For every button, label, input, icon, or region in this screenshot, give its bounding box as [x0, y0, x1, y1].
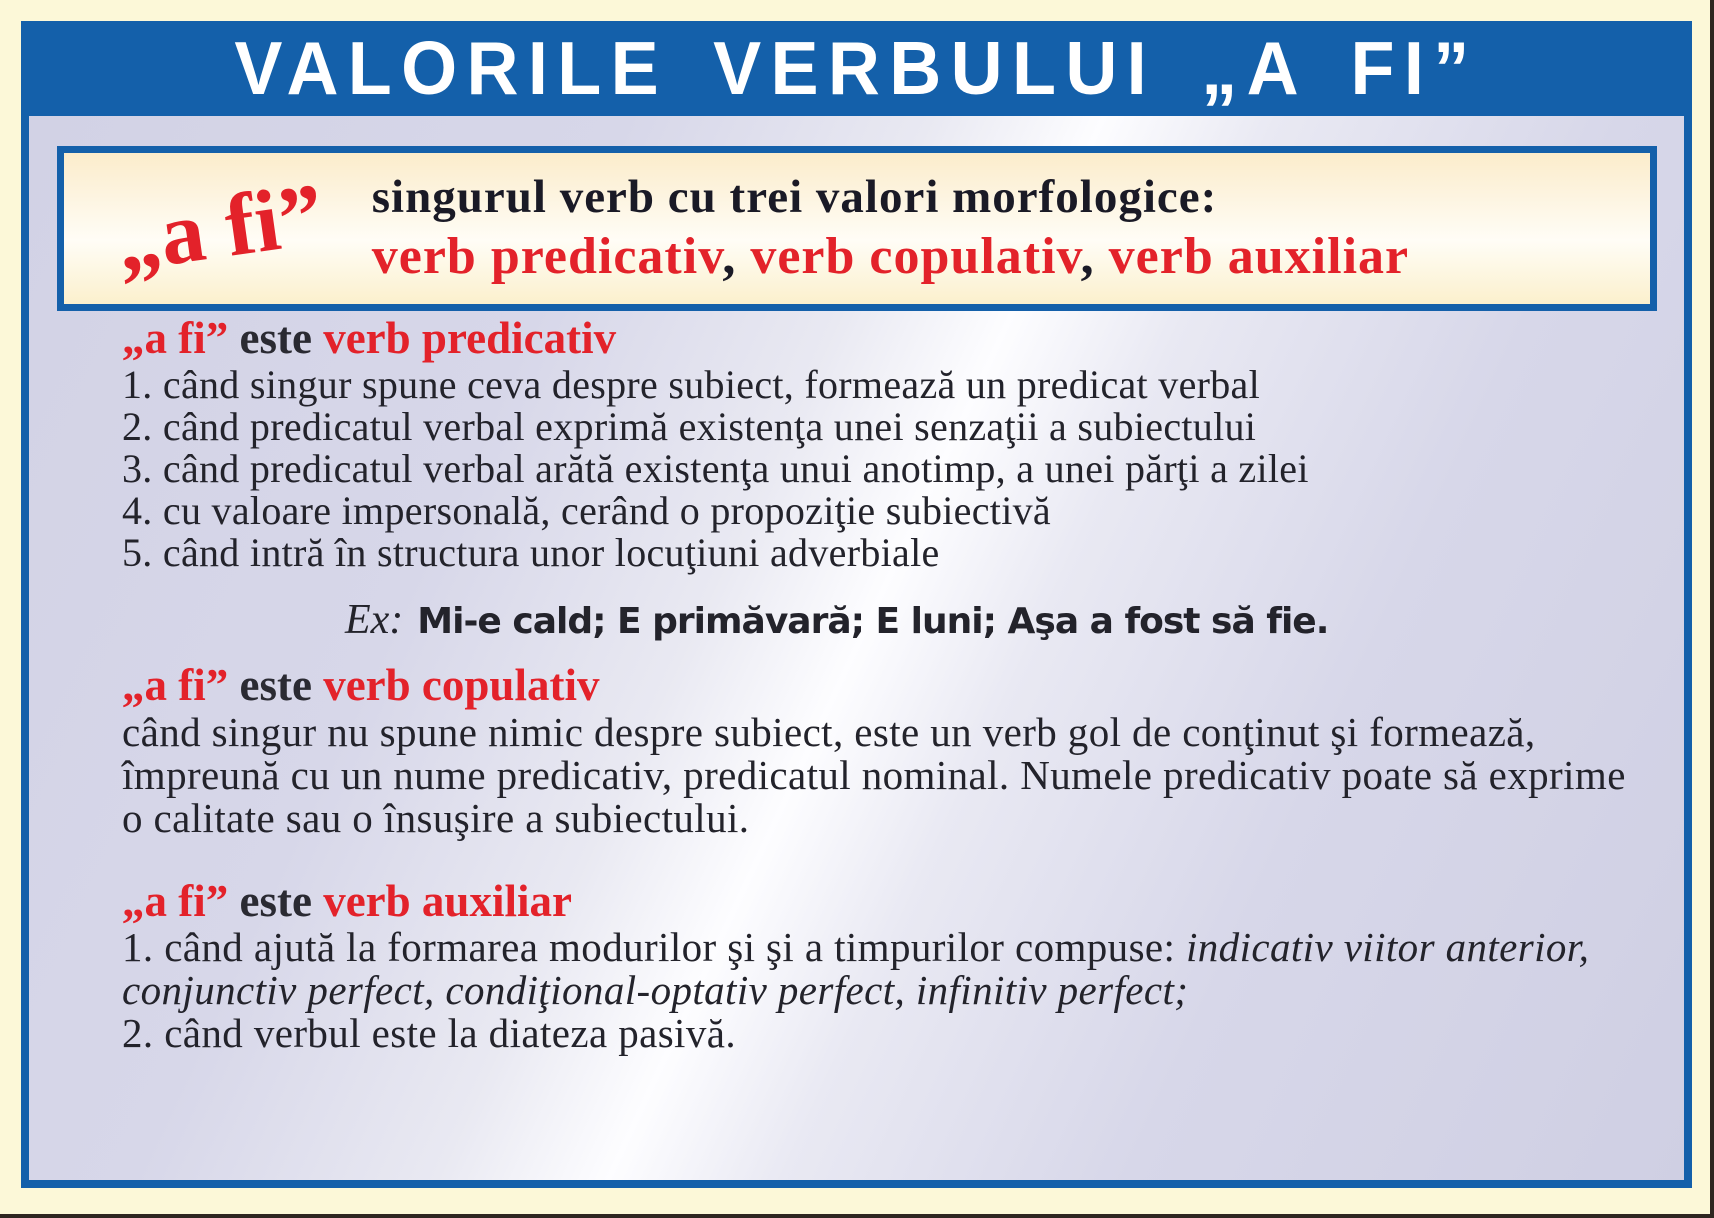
- poster-title: VALORILE VERBULUI „A FI”: [234, 26, 1479, 111]
- example-text: Mi-e cald; E primăvară; E luni; Aşa a fost să fie.: [417, 601, 1329, 642]
- title-banner: [21, 21, 1692, 116]
- intro-term-a-fi: „a fi”: [110, 165, 330, 291]
- intro-value-auxiliar: verb auxiliar: [1108, 228, 1410, 285]
- intro-separator: ,: [1080, 228, 1109, 285]
- heading-term: „a fi”: [122, 660, 229, 710]
- heading-value: verb auxiliar: [323, 876, 572, 926]
- heading-value: verb copulativ: [323, 660, 600, 710]
- intro-value-copulativ: verb copulativ: [750, 228, 1081, 285]
- heading-verb-predicativ: [122, 313, 617, 363]
- list-item: 4. cu valoare impersonală, cerând o propoziţie subiectivă: [122, 488, 1051, 533]
- heading-connector: este: [228, 660, 324, 710]
- heading-term: „a fi”: [122, 876, 229, 926]
- auxiliar-item-1: [122, 926, 1657, 1012]
- list-item: 1. când singur spune ceva despre subiect, formează un predicat verbal: [122, 362, 1261, 407]
- list-item: 2. când predicatul verbal exprimă existenţa unei senzaţii a subiectului: [122, 404, 1257, 449]
- list-item: 5. când intră în structura unor locuţiuni adverbiale: [122, 530, 940, 575]
- intro-separator: ,: [722, 228, 751, 285]
- intro-definition: singurul verb cu trei valori morfologice:: [371, 171, 1218, 223]
- heading-connector: este: [228, 313, 324, 363]
- example-label: Ex:: [345, 597, 404, 643]
- intro-box: [57, 146, 1657, 311]
- auxiliar-item-2: 2. când verbul este la diateza pasivă.: [122, 1010, 736, 1056]
- copulativ-paragraph: când singur nu spune nimic despre subiect, este un verb gol de conţinut şi formează, împreună cu un nume predicativ, predicatul nominal. Numele predicativ poate să exprime o calitate sau o însuşire a subiectului.: [122, 709, 1626, 841]
- auxiliar-item-1-italic: indicativ viitor anterior, conjunctiv perfect, condiţional-optativ perfect, infinitiv perfect;: [122, 924, 1590, 1013]
- heading-term: „a fi”: [122, 313, 229, 363]
- heading-verb-copulativ: [122, 660, 600, 710]
- heading-value: verb predicativ: [323, 313, 617, 363]
- heading-verb-auxiliar: [122, 876, 572, 926]
- predicativ-items: [122, 364, 1309, 574]
- heading-connector: este: [228, 876, 324, 926]
- intro-text: [371, 171, 1410, 285]
- list-item: 3. când predicatul verbal arătă existenţa unui anotimp, a unei părţi a zilei: [122, 446, 1309, 491]
- auxiliar-item-1-text: 1. când ajută la formarea modurilor şi şi a timpurilor compuse:: [122, 924, 1186, 970]
- intro-values: [371, 228, 1410, 285]
- intro-value-predicativ: verb predicativ: [371, 228, 723, 285]
- example-line: [345, 596, 1328, 644]
